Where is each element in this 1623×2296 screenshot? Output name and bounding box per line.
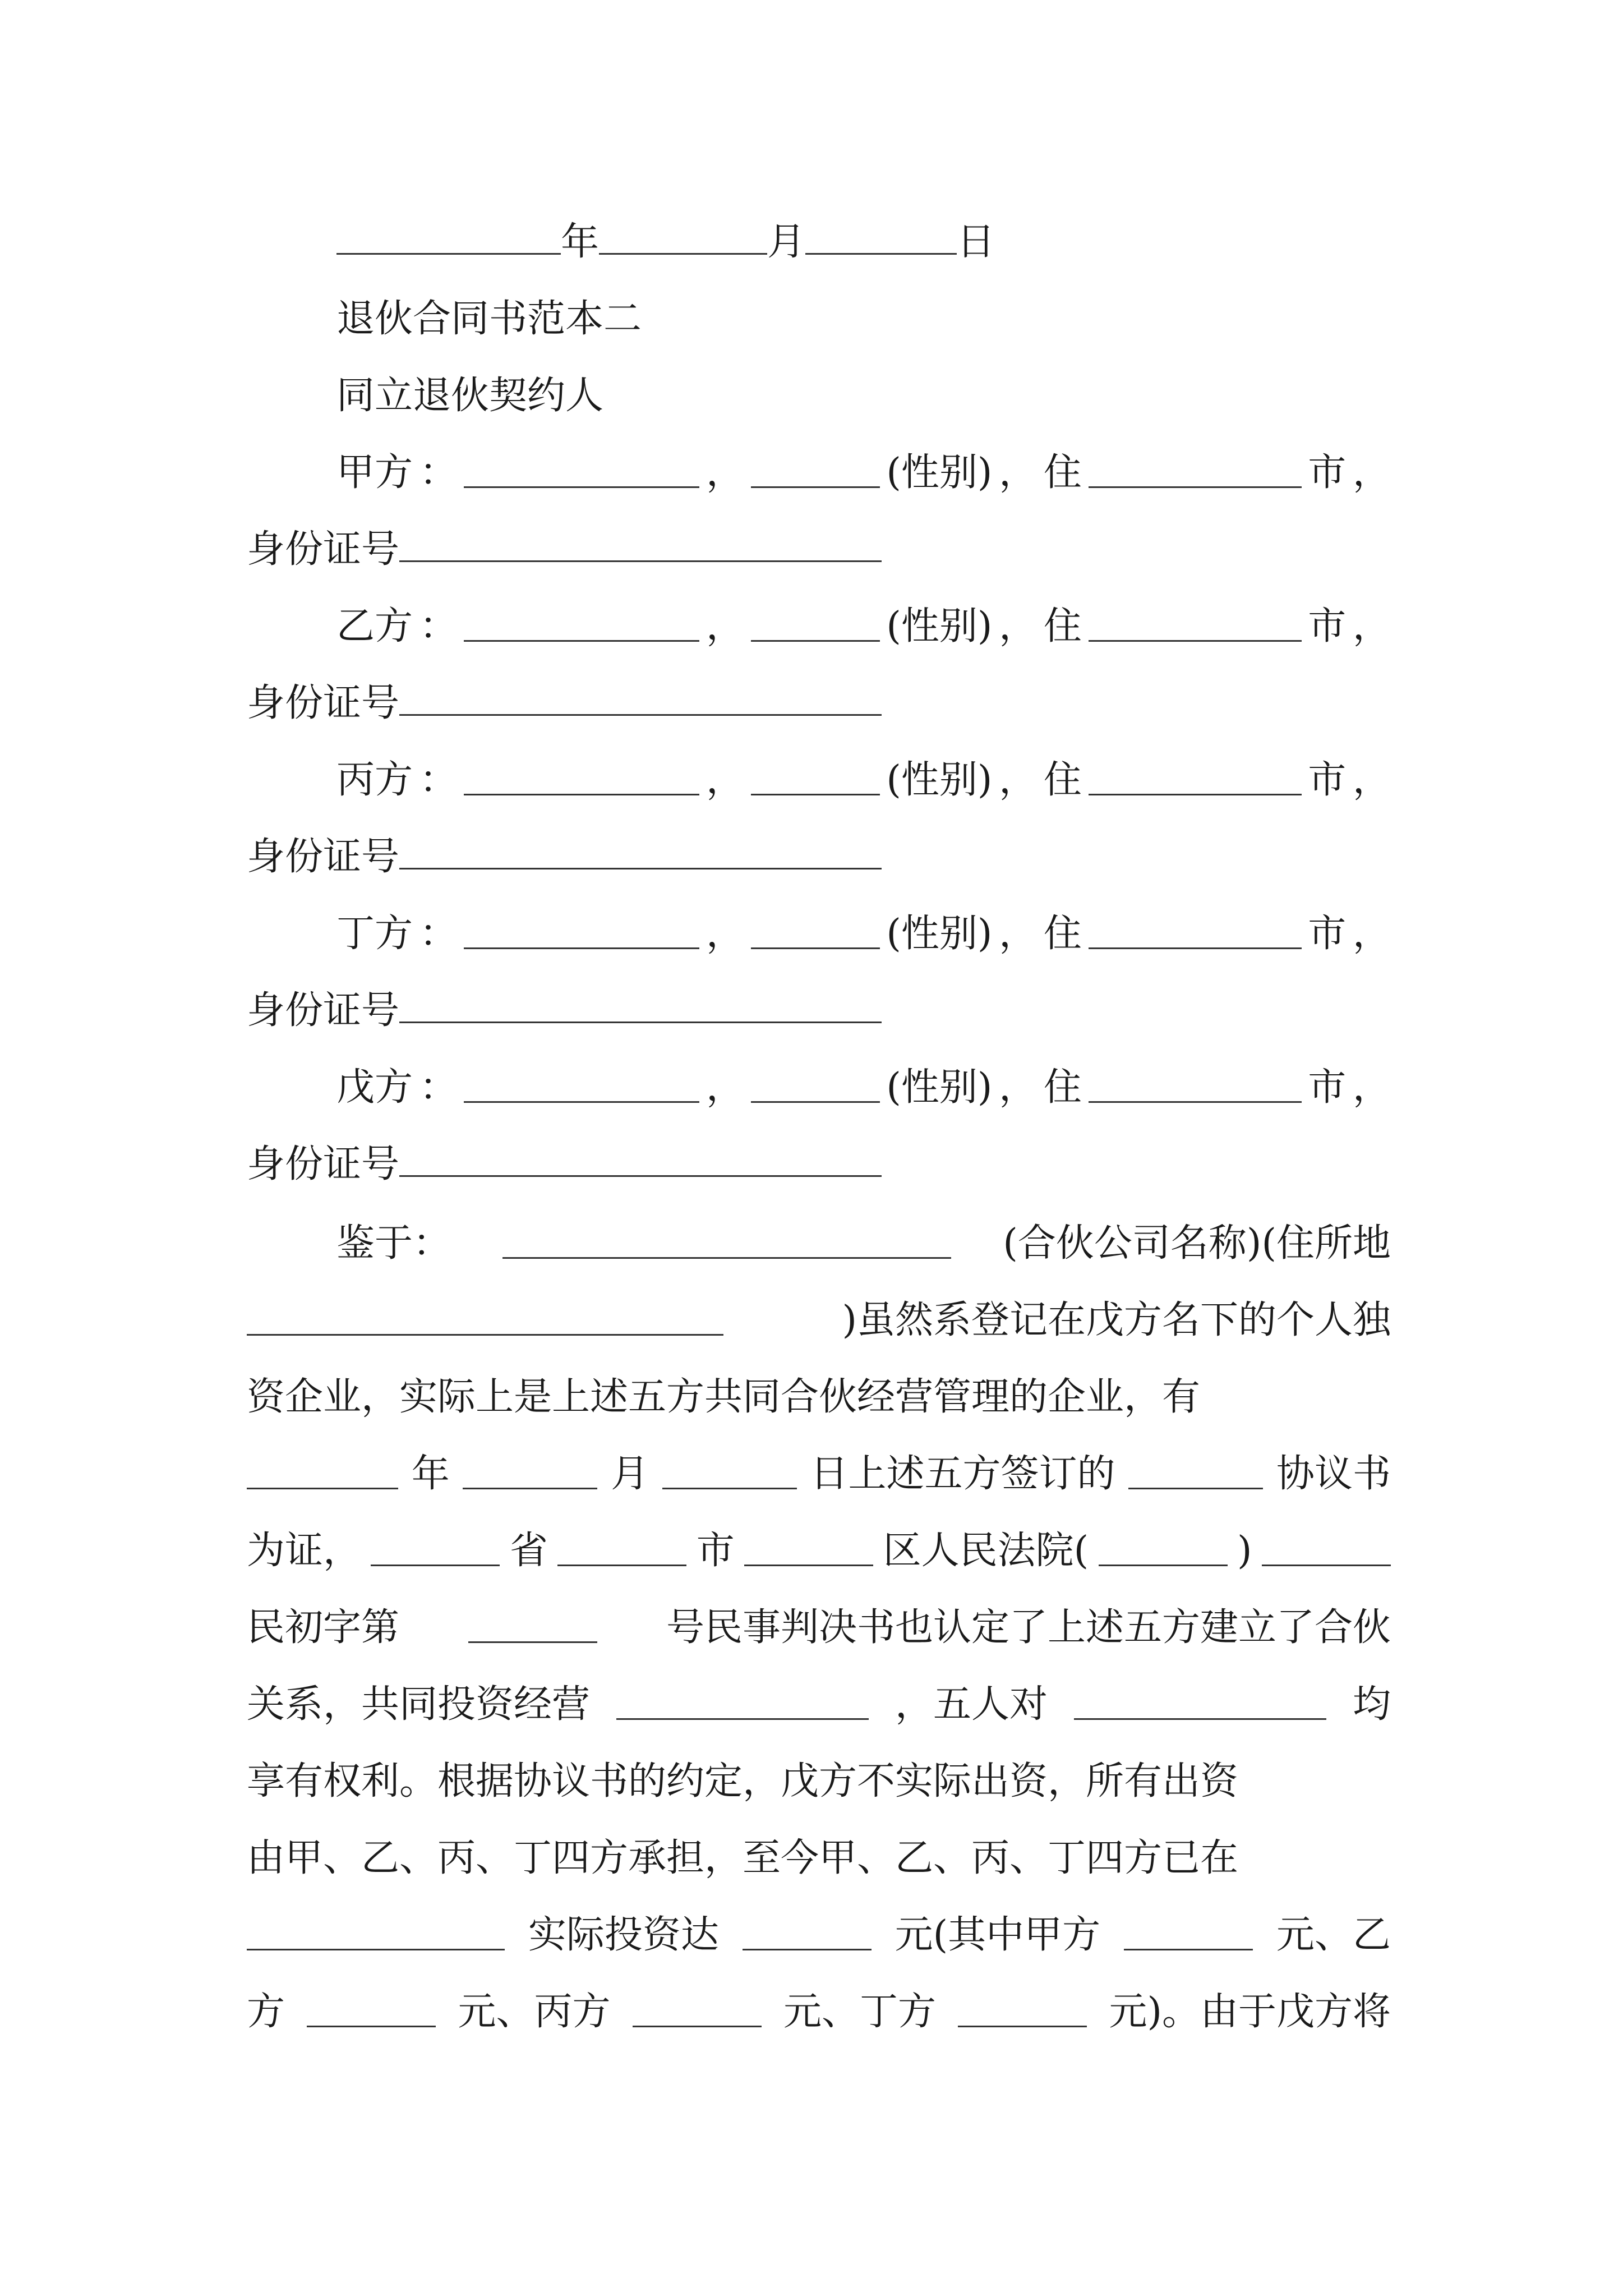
party-line [336,895,1391,972]
month-blank [463,1458,597,1489]
party-a-amount-blank [1124,1920,1253,1950]
colon: ： [419,604,458,648]
body-text: 均 [1352,1682,1391,1727]
body-text: 实际投资达 [528,1913,719,1957]
gender-label: (性别) [886,450,993,495]
party-id-line [247,1126,1391,1203]
comma: ， [1352,758,1391,802]
id-number-blank [399,839,882,869]
body-line-1 [336,1205,1391,1282]
city-blank [1089,1072,1302,1103]
rights-blank [1074,1689,1326,1720]
body-line-5 [247,1512,1391,1589]
id-number-blank [399,1146,882,1177]
case-code-blank [1262,1535,1391,1566]
day-label: 日 [957,220,995,264]
gender-blank [751,765,880,795]
body-text: 元、丙方 [458,1990,611,2034]
body-text: )虽然系登记在戊方名下的个人独 [842,1298,1391,1342]
gender-label: (性别) [886,604,993,648]
body-text: 关系，共同投资经营 [247,1682,591,1727]
body-text: 元、乙 [1276,1913,1391,1957]
body-line-4 [247,1435,1391,1512]
city-blank [1089,457,1302,488]
body-line-7 [247,1666,1391,1743]
id-number-blank [399,685,882,716]
name-blank [464,457,699,488]
body-text: ，五人对 [895,1682,1048,1727]
body-text: 民初字第 [247,1605,400,1650]
company-name-blank [502,1228,951,1259]
party-name: 戊方 [336,1065,413,1110]
name-blank [464,611,699,642]
comma: ， [1352,604,1391,648]
id-label: 身份证号 [247,988,400,1033]
year-blank [336,224,561,255]
body-line-9 [247,1820,1391,1897]
residence-label: 住 [1043,450,1082,495]
body-text: ) [1237,1529,1252,1573]
body-text: 号民事判决书也认定了上述五方建立了合伙 [666,1605,1391,1650]
month-blank [599,224,767,255]
party-name: 丁方 [336,912,413,956]
date-line [336,204,1391,280]
gender-label: (性别) [886,912,993,956]
comma: ， [999,450,1038,495]
body-line-11 [247,1973,1391,2050]
gender-label: (性别) [886,758,993,802]
total-amount-blank [743,1920,872,1950]
gender-blank [751,611,880,642]
location-blank [247,1920,505,1950]
body-text: 方 [247,1990,285,2034]
party-name: 甲方 [336,450,413,495]
id-label: 身份证号 [247,1142,400,1186]
party-line [336,434,1391,511]
body-text: 元、丁方 [783,1990,936,2034]
id-label: 身份证号 [247,835,400,879]
body-text: 元(其中甲方 [895,1913,1101,1957]
body-text: 享有权利。根据协议书的约定，戊方不实际出资，所有出资 [247,1759,1239,1803]
body-text: 区人民法院( [883,1529,1089,1573]
comma: ， [999,758,1038,802]
comma: ， [706,1065,745,1110]
body-text: 市 [696,1529,735,1573]
comma: ， [999,912,1038,956]
party-id-line [247,511,1391,588]
city-blank [1089,611,1302,642]
body-text: 鉴于： [336,1221,451,1266]
gender-blank [751,918,880,949]
party-line [336,588,1391,665]
city-label: 市 [1308,758,1347,802]
body-text: 元)。由于戊方将 [1109,1990,1391,2034]
city-blank [1089,765,1302,795]
party-d-amount-blank [958,1996,1087,2027]
body-line-6 [247,1589,1391,1666]
party-line [336,1049,1391,1126]
body-text: 由甲、乙、丙、丁四方承担，至今甲、乙、丙、丁四方已在 [247,1836,1239,1880]
id-label: 身份证号 [247,681,400,725]
agreement-blank [1128,1458,1263,1489]
body-text: (合伙公司名称)(住所地 [1003,1221,1391,1266]
id-number-blank [399,992,882,1023]
gender-label: (性别) [886,1065,993,1110]
province-blank [371,1535,500,1566]
name-blank [464,1072,699,1103]
document-title: 退伙合同书范本二 [336,297,642,341]
comma: ， [999,604,1038,648]
body-text: 资企业，实际上是上述五方共同合伙经营管理的企业，有 [247,1375,1201,1419]
colon: ： [419,758,458,802]
colon: ： [419,450,458,495]
party-name: 乙方 [336,604,413,648]
comma: ， [999,1065,1038,1110]
comma: ， [1352,450,1391,495]
business-blank [616,1689,869,1720]
city-label: 市 [1308,450,1347,495]
address-blank [247,1305,723,1336]
body-text: 为证， [247,1529,362,1573]
day-blank [805,224,957,255]
body-line-8 [247,1743,1391,1820]
colon: ： [419,1065,458,1110]
gender-blank [751,457,880,488]
month-label: 月 [767,220,806,264]
body-line-3 [247,1359,1391,1435]
city-blank [557,1535,686,1566]
year-blank [247,1458,398,1489]
city-label: 市 [1308,1065,1347,1110]
city-label: 市 [1308,604,1347,648]
party-c-amount-blank [633,1996,762,2027]
id-number-blank [399,531,882,562]
party-id-line [247,665,1391,742]
comma: ， [706,912,745,956]
body-text: 年 [411,1452,450,1496]
case-year-blank [1099,1535,1228,1566]
id-label: 身份证号 [247,527,400,572]
party-line [336,742,1391,818]
residence-label: 住 [1043,1065,1082,1110]
day-blank [662,1458,797,1489]
comma: ， [706,604,745,648]
residence-label: 住 [1043,912,1082,956]
party-b-amount-blank [307,1996,436,2027]
residence-label: 住 [1043,604,1082,648]
case-number-blank [468,1612,597,1643]
body-text: 协议书 [1276,1452,1391,1496]
name-blank [464,918,699,949]
document-subtitle: 同立退伙契约人 [336,374,604,418]
body-line-10 [247,1897,1391,1973]
body-line-2 [247,1282,1391,1359]
gender-blank [751,1072,880,1103]
city-label: 市 [1308,912,1347,956]
party-id-line [247,818,1391,895]
comma: ， [706,758,745,802]
district-blank [744,1535,873,1566]
body-text: 月 [611,1452,649,1496]
party-name: 丙方 [336,758,413,802]
colon: ： [419,912,458,956]
comma: ， [706,450,745,495]
body-text: 日上述五方签订的 [810,1452,1115,1496]
party-id-line [247,972,1391,1049]
name-blank [464,765,699,795]
year-label: 年 [561,220,600,264]
comma: ， [1352,1065,1391,1110]
body-text: 省 [509,1529,548,1573]
city-blank [1089,918,1302,949]
comma: ， [1352,912,1391,956]
residence-label: 住 [1043,758,1082,802]
